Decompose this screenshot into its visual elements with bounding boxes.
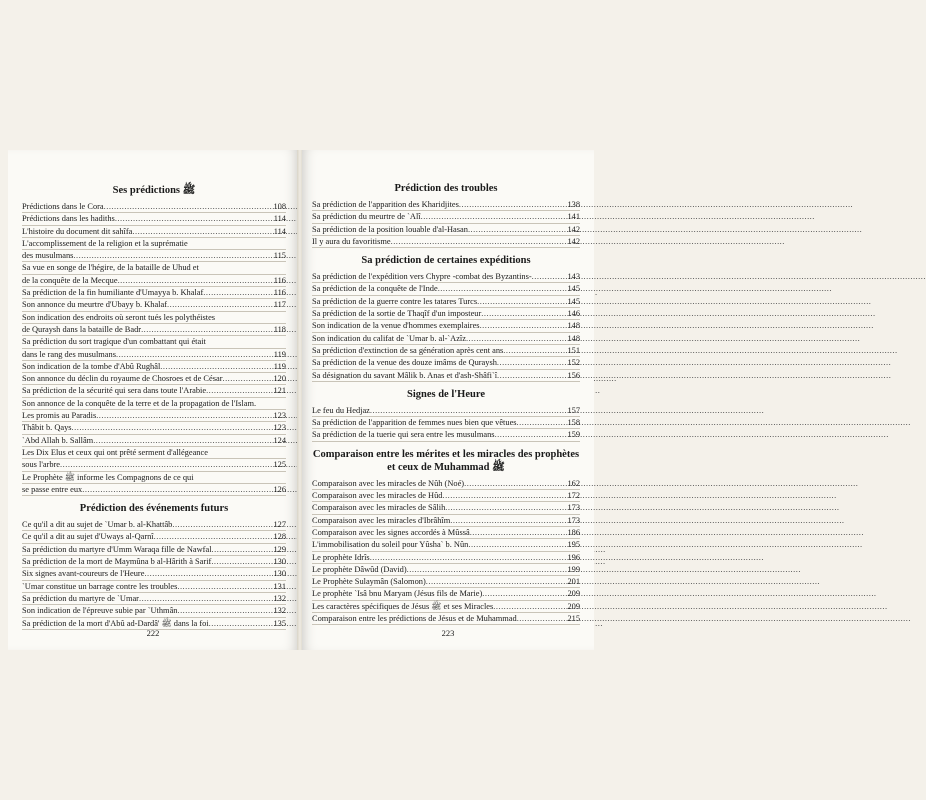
toc-entry	[22, 519, 286, 531]
toc-entry	[312, 552, 580, 564]
toc-entry-title: de Quraysh dans la bataille de Badr	[22, 324, 142, 334]
toc-entry-page: 132	[273, 593, 286, 603]
dot-leader	[116, 349, 274, 360]
toc-entry	[312, 429, 580, 441]
toc-entry-page: 156	[567, 370, 580, 380]
toc-entry-title: Comparaison avec les signes accordés à Mûssâ	[312, 527, 470, 537]
toc-entry-title: Sa prédiction de l'apparition des Kharidjites	[312, 200, 459, 209]
toc-entry	[22, 238, 286, 250]
dot-leader	[144, 568, 273, 579]
toc-entry-page: 186	[567, 527, 580, 537]
left-page	[8, 150, 298, 650]
toc-entry-title: `Abd Allah b. Sallâm	[22, 435, 94, 445]
toc-entry	[22, 593, 286, 605]
dot-leader	[160, 361, 273, 372]
toc-entry-page: 146	[567, 309, 580, 319]
toc-entry-page: 143	[567, 272, 580, 282]
toc-entry-title: Sa prédiction d'extinction de sa génération après cent ans	[312, 345, 504, 355]
toc-entry	[22, 385, 286, 397]
toc-entry-page: 120	[273, 374, 286, 384]
dot-leader	[177, 581, 273, 592]
toc-entry	[22, 484, 286, 496]
toc-entry-page: 128	[273, 532, 286, 542]
dot-leader	[503, 345, 567, 356]
toc-entry-title: Thâbit b. Qays	[22, 423, 72, 433]
toc-entry-title: Sa prédiction de la mort d'Abû ad-Dardâ' ﷺ dans la foi	[22, 618, 209, 628]
toc-entry-page: 119	[273, 349, 286, 359]
toc-entry	[22, 581, 286, 593]
toc-entry-page: 199	[567, 564, 580, 574]
toc-entry	[312, 333, 580, 345]
dot-leader	[206, 385, 273, 396]
toc-entry	[312, 564, 580, 576]
toc-entry-title: Comparaison avec les miracles de Nûh (Noé)	[312, 478, 465, 488]
dot-leader	[497, 370, 567, 381]
toc-section	[22, 502, 286, 630]
toc-entry-title: Il y aura du favoritisme	[312, 236, 391, 246]
toc-entry-title: Le feu du Hedjaz	[312, 405, 370, 415]
toc-entry-title: Le prophète `Isâ bnu Maryam (Jésus fils de Marie)	[312, 589, 483, 599]
dot-leader	[517, 613, 568, 624]
toc-entry-page: 132	[273, 606, 286, 616]
toc-entry-title: Son indication de la venue d'hommes exemplaires	[312, 321, 480, 331]
toc-entry-title: Les Dix Elus et ceux qui ont prêté serment d'allégeance	[22, 447, 208, 457]
toc-entry-page: 141	[567, 212, 580, 222]
section-heading: Ses prédictions ﷺ	[112, 185, 196, 196]
toc-entry-page: 131	[273, 581, 286, 591]
toc-entry-page: 127	[273, 520, 286, 530]
toc-entry	[312, 478, 580, 490]
toc-entry-page: 118	[273, 324, 286, 334]
toc-entry-title: Sa prédiction du meurtre de `Alî	[312, 212, 421, 222]
toc-entry	[22, 287, 286, 299]
toc-entry-page: 117	[273, 300, 286, 310]
dot-leader	[154, 531, 274, 542]
toc-entry-title: Sa prédiction de la conquête de l'Inde	[312, 284, 438, 294]
toc-entry-title: L'histoire du document dit sahîfa	[22, 226, 133, 236]
toc-entry-title: Ce qu'il a dit au sujet de `Umar b. al-Khattâb	[22, 520, 173, 530]
dot-leader	[426, 576, 568, 587]
toc-entry-title: Ce qu'il a dit au sujet d'Uways al-Qarnî	[22, 532, 154, 542]
toc-entry-title: Sa prédiction de la venue des douze imâms de Quraysh	[312, 358, 497, 368]
toc-entry-page: 138	[567, 200, 580, 209]
dot-leader	[139, 593, 273, 604]
dot-leader	[96, 410, 273, 421]
toc-entry-title: L'accomplissement de la religion et la suprématie	[22, 238, 188, 248]
dot-leader	[82, 484, 273, 495]
toc-entry-title: Sa prédiction du martyre de `Umar	[22, 593, 139, 603]
toc-entry	[22, 336, 286, 348]
toc-entry	[22, 531, 286, 543]
dot-leader	[470, 527, 568, 538]
toc-entry-page: 195	[567, 540, 580, 550]
toc-entry-title: Les promis au Paradis	[22, 411, 97, 421]
toc-entry	[22, 201, 286, 213]
toc-entry-title: Sa prédiction de la mort de Maymûna b al-Hârith à Sarif	[22, 557, 212, 567]
dot-leader	[450, 515, 567, 526]
dot-leader	[468, 224, 567, 235]
toc-entry-page: 215	[567, 614, 580, 624]
toc-entry-page: 124	[273, 435, 286, 445]
section-heading: Signes de l'Heure	[407, 388, 485, 400]
dot-leader	[104, 201, 274, 212]
toc-entry-title: Comparaison avec les miracles de Sâlih	[312, 503, 446, 513]
toc-entry	[22, 605, 286, 617]
toc-entry-title: Sa prédiction de la guerre contre les tatares Turcs	[312, 296, 478, 306]
toc-entry	[312, 539, 580, 551]
toc-entry-page: 142	[567, 236, 580, 246]
dot-leader	[459, 199, 568, 210]
toc-entry	[312, 320, 580, 332]
toc-entry-title: Son annonce de la conquête de la terre et de la propagation de l'Islam.	[22, 398, 257, 408]
toc-entry-title: Comparaison entre les prédictions de Jésus et de Muhammad	[312, 614, 517, 624]
dot-leader	[73, 250, 273, 261]
dot-leader	[172, 519, 273, 530]
toc-entry-title: Sa prédiction de la position louable d'al-Hasan	[312, 224, 468, 234]
dot-leader	[203, 287, 273, 298]
dot-leader	[211, 556, 273, 567]
toc-entry-title: Comparaison avec les miracles de Hûd	[312, 491, 443, 501]
toc-entry-page: 201	[567, 577, 580, 587]
toc-entry	[22, 447, 286, 459]
toc-entry	[22, 275, 286, 287]
toc-entry	[312, 357, 580, 369]
dot-leader	[115, 213, 274, 224]
toc-entry-title: Sa prédiction du sort tragique d'un combattant qui était	[22, 337, 206, 347]
toc-entry-title: Le Prophète ﷺ informe les Compagnons de ce qui	[22, 472, 194, 482]
toc-entry-title: Son annonce du meurtre d'Ubayy b. Khalaf	[22, 300, 168, 310]
section-heading: Prédiction des troubles	[394, 183, 498, 194]
toc-entry	[312, 490, 580, 502]
toc-entry-title: Comparaison avec les miracles d'Ibrâhîm	[312, 515, 451, 525]
toc-entry-page: 173	[567, 515, 580, 525]
dot-leader	[167, 299, 274, 310]
toc-entry-title: Sa prédiction de la sortie de Thaqîf d'un imposteur	[312, 309, 482, 319]
toc-entry	[22, 226, 286, 238]
toc-entry	[22, 459, 286, 471]
toc-entry	[22, 472, 286, 484]
toc-entry-page: 148	[567, 321, 580, 331]
section-heading: Comparaison entre les mérites et les miracles des prophètes et ceux de Muhammad ﷺ	[312, 448, 580, 473]
toc-entry	[22, 556, 286, 568]
toc-entry	[312, 296, 580, 308]
dot-leader	[177, 605, 273, 616]
toc-entry-title: de la conquête de la Mecque	[22, 275, 118, 285]
toc-entry-title: Sa prédiction de l'expédition vers Chypre -combat des Byzantins-	[312, 272, 532, 282]
dot-leader	[468, 539, 567, 550]
toc-section	[22, 184, 286, 496]
book-spread	[0, 150, 600, 650]
toc-entry-page: 157	[567, 405, 580, 415]
dot-leader	[442, 490, 567, 501]
toc-entry	[312, 308, 580, 320]
toc-entry-title: Sa prédiction de la sécurité qui sera dans toute l'Arabie	[22, 386, 207, 396]
section-heading: Prédiction des événements futurs	[79, 503, 229, 515]
toc-entry	[312, 588, 580, 600]
toc-entry-page: 114	[273, 214, 286, 224]
toc-section	[312, 254, 580, 382]
dot-leader	[370, 552, 568, 563]
toc-section	[312, 182, 580, 248]
left-page-number: 222	[146, 628, 160, 638]
dot-leader	[464, 478, 567, 489]
dot-leader	[477, 296, 567, 307]
toc-entry-page: 209	[567, 601, 580, 611]
toc-entry-title: Sa désignation du savant Mâlik b. Anas et d'ash-Shâfi`î	[312, 370, 498, 380]
toc-entry-page: 123	[273, 411, 286, 421]
dot-leader	[480, 320, 568, 331]
toc-entry	[22, 544, 286, 556]
toc-entry-title: Prédictions dans les hadiths	[22, 214, 115, 224]
toc-entry	[312, 613, 580, 625]
toc-entry-page: 173	[567, 503, 580, 513]
dot-leader	[118, 275, 274, 286]
toc-entry-title: Son indication du califat de `Umar b. al-`Azîz	[312, 333, 466, 343]
dot-leader	[72, 422, 274, 433]
toc-entry-page: 142	[567, 224, 580, 234]
toc-entry	[312, 370, 580, 382]
toc-entry	[312, 527, 580, 539]
toc-entry-title: Prédictions dans le Cora	[22, 202, 104, 211]
toc-entry-page: 196	[567, 552, 580, 562]
toc-entry	[22, 324, 286, 336]
toc-section	[312, 448, 580, 626]
toc-entry-page: 159	[567, 430, 580, 440]
right-page-number: 223	[441, 628, 455, 638]
toc-entry-title: Son indication de la tombe d'Abû Rughâl	[22, 361, 161, 371]
toc-entry-title: Sa prédiction de la fin humiliante d'Umayya b. Khalaf	[22, 288, 204, 298]
toc-entry	[312, 271, 580, 283]
dot-leader	[391, 236, 568, 247]
toc-entry-page: 145	[567, 284, 580, 294]
toc-entry	[312, 211, 580, 223]
dot-leader	[482, 588, 567, 599]
toc-entry-page: 135	[273, 618, 286, 628]
toc-entry	[22, 398, 286, 410]
dot-leader	[141, 324, 274, 335]
toc-entry	[22, 299, 286, 311]
toc-entry-page: 152	[567, 358, 580, 368]
toc-entry	[22, 250, 286, 262]
toc-section	[312, 388, 580, 442]
toc-entry-title: Sa vue en songe de l'hégire, de la bataille de Uhud et	[22, 263, 199, 273]
toc-entry-page: 114	[273, 226, 286, 236]
toc-entry	[22, 410, 286, 422]
toc-entry-page: 126	[273, 484, 286, 494]
toc-entry-title: Six signes avant-coureurs de l'Heure	[22, 569, 145, 579]
toc-entry	[312, 283, 580, 295]
toc-entry-page: 130	[273, 557, 286, 567]
toc-entry-title: L'immobilisation du soleil pour Yûsha` b. Nûn	[312, 540, 469, 550]
toc-entry-title: Sa prédiction de la tuerie qui sera entre les musulmans	[312, 430, 495, 440]
dot-leader	[495, 429, 568, 440]
dot-leader	[370, 405, 568, 416]
toc-entry-title: sous l'arbre	[22, 460, 61, 470]
toc-entry-page: 130	[273, 569, 286, 579]
toc-entry-title: se passe entre eux	[22, 484, 83, 494]
toc-entry	[312, 515, 580, 527]
toc-entry-page: 158	[567, 418, 580, 428]
toc-entry-page: 108	[273, 202, 286, 211]
toc-entry-page: 116	[273, 275, 286, 285]
toc-entry-page: 172	[567, 491, 580, 501]
toc-entry-title: Le Prophète Sulaymân (Salomon)	[312, 577, 426, 587]
dot-leader	[222, 373, 273, 384]
toc-entry	[22, 435, 286, 447]
right-page-contents	[312, 182, 580, 631]
dot-leader	[438, 283, 568, 294]
dot-leader	[532, 271, 568, 282]
toc-entry	[312, 224, 580, 236]
toc-entry	[22, 361, 286, 373]
left-page-contents	[22, 184, 286, 636]
toc-entry-page: 123	[273, 423, 286, 433]
dot-leader	[421, 211, 568, 222]
dot-leader	[466, 333, 567, 344]
toc-entry-page: 116	[273, 288, 286, 298]
toc-entry-title: des musulmans	[22, 251, 74, 261]
dot-leader	[493, 601, 567, 612]
toc-entry	[22, 262, 286, 274]
toc-entry-title: dans le rang des musulmans	[22, 349, 116, 359]
toc-entry-page: 119	[273, 361, 286, 371]
dot-leader	[407, 564, 568, 575]
toc-entry-title: Sa prédiction de l'apparition de femmes nues bien que vêtues	[312, 418, 517, 428]
toc-entry-title: Le prophète Idrîs	[312, 552, 370, 562]
toc-entry-page: 145	[567, 296, 580, 306]
toc-entry	[312, 502, 580, 514]
dot-leader	[60, 459, 273, 470]
toc-entry-title: Son annonce du déclin du royaume de Chosroes et de César	[22, 374, 223, 384]
toc-entry	[312, 601, 580, 613]
dot-leader	[497, 357, 568, 368]
toc-entry-title: Son indication de l'épreuve subie par `Uthmân	[22, 606, 178, 616]
section-heading: Sa prédiction de certaines expéditions	[361, 255, 531, 267]
dot-leader	[481, 308, 567, 319]
toc-entry-page: 125	[273, 460, 286, 470]
right-page	[302, 150, 594, 650]
toc-entry	[312, 405, 580, 417]
dot-leader	[212, 544, 274, 555]
toc-entry	[22, 213, 286, 225]
toc-entry-page: 151	[567, 345, 580, 355]
toc-entry	[22, 312, 286, 324]
dot-leader	[132, 226, 273, 237]
dot-leader	[93, 435, 273, 446]
dot-leader	[445, 502, 567, 513]
toc-entry-title: Le prophète Dâwûd (David)	[312, 564, 407, 574]
dot-leader	[517, 417, 568, 428]
toc-entry-title: Les caractères spécifiques de Jésus ﷺ et ses Miracles	[312, 601, 494, 611]
toc-entry-page: 115	[273, 251, 286, 261]
toc-entry-title: `Umar constitue un barrage contre les troubles	[22, 581, 178, 591]
toc-entry-title: Son indication des endroits où seront tués les polythéistes	[22, 312, 216, 322]
toc-entry	[312, 236, 580, 248]
toc-entry-page: 148	[567, 333, 580, 343]
toc-entry	[22, 373, 286, 385]
toc-entry	[22, 349, 286, 361]
toc-entry-page: 162	[567, 478, 580, 488]
toc-entry-page: 121	[273, 386, 286, 396]
toc-entry	[22, 422, 286, 434]
toc-entry	[312, 417, 580, 429]
toc-entry	[312, 199, 580, 211]
toc-entry	[312, 345, 580, 357]
toc-entry	[312, 576, 580, 588]
toc-entry-page: 209	[567, 589, 580, 599]
toc-entry-page: 129	[273, 544, 286, 554]
toc-entry-title: Sa prédiction du martyre d'Umm Waraqa fille de Nawfal	[22, 544, 212, 554]
toc-entry	[22, 568, 286, 580]
